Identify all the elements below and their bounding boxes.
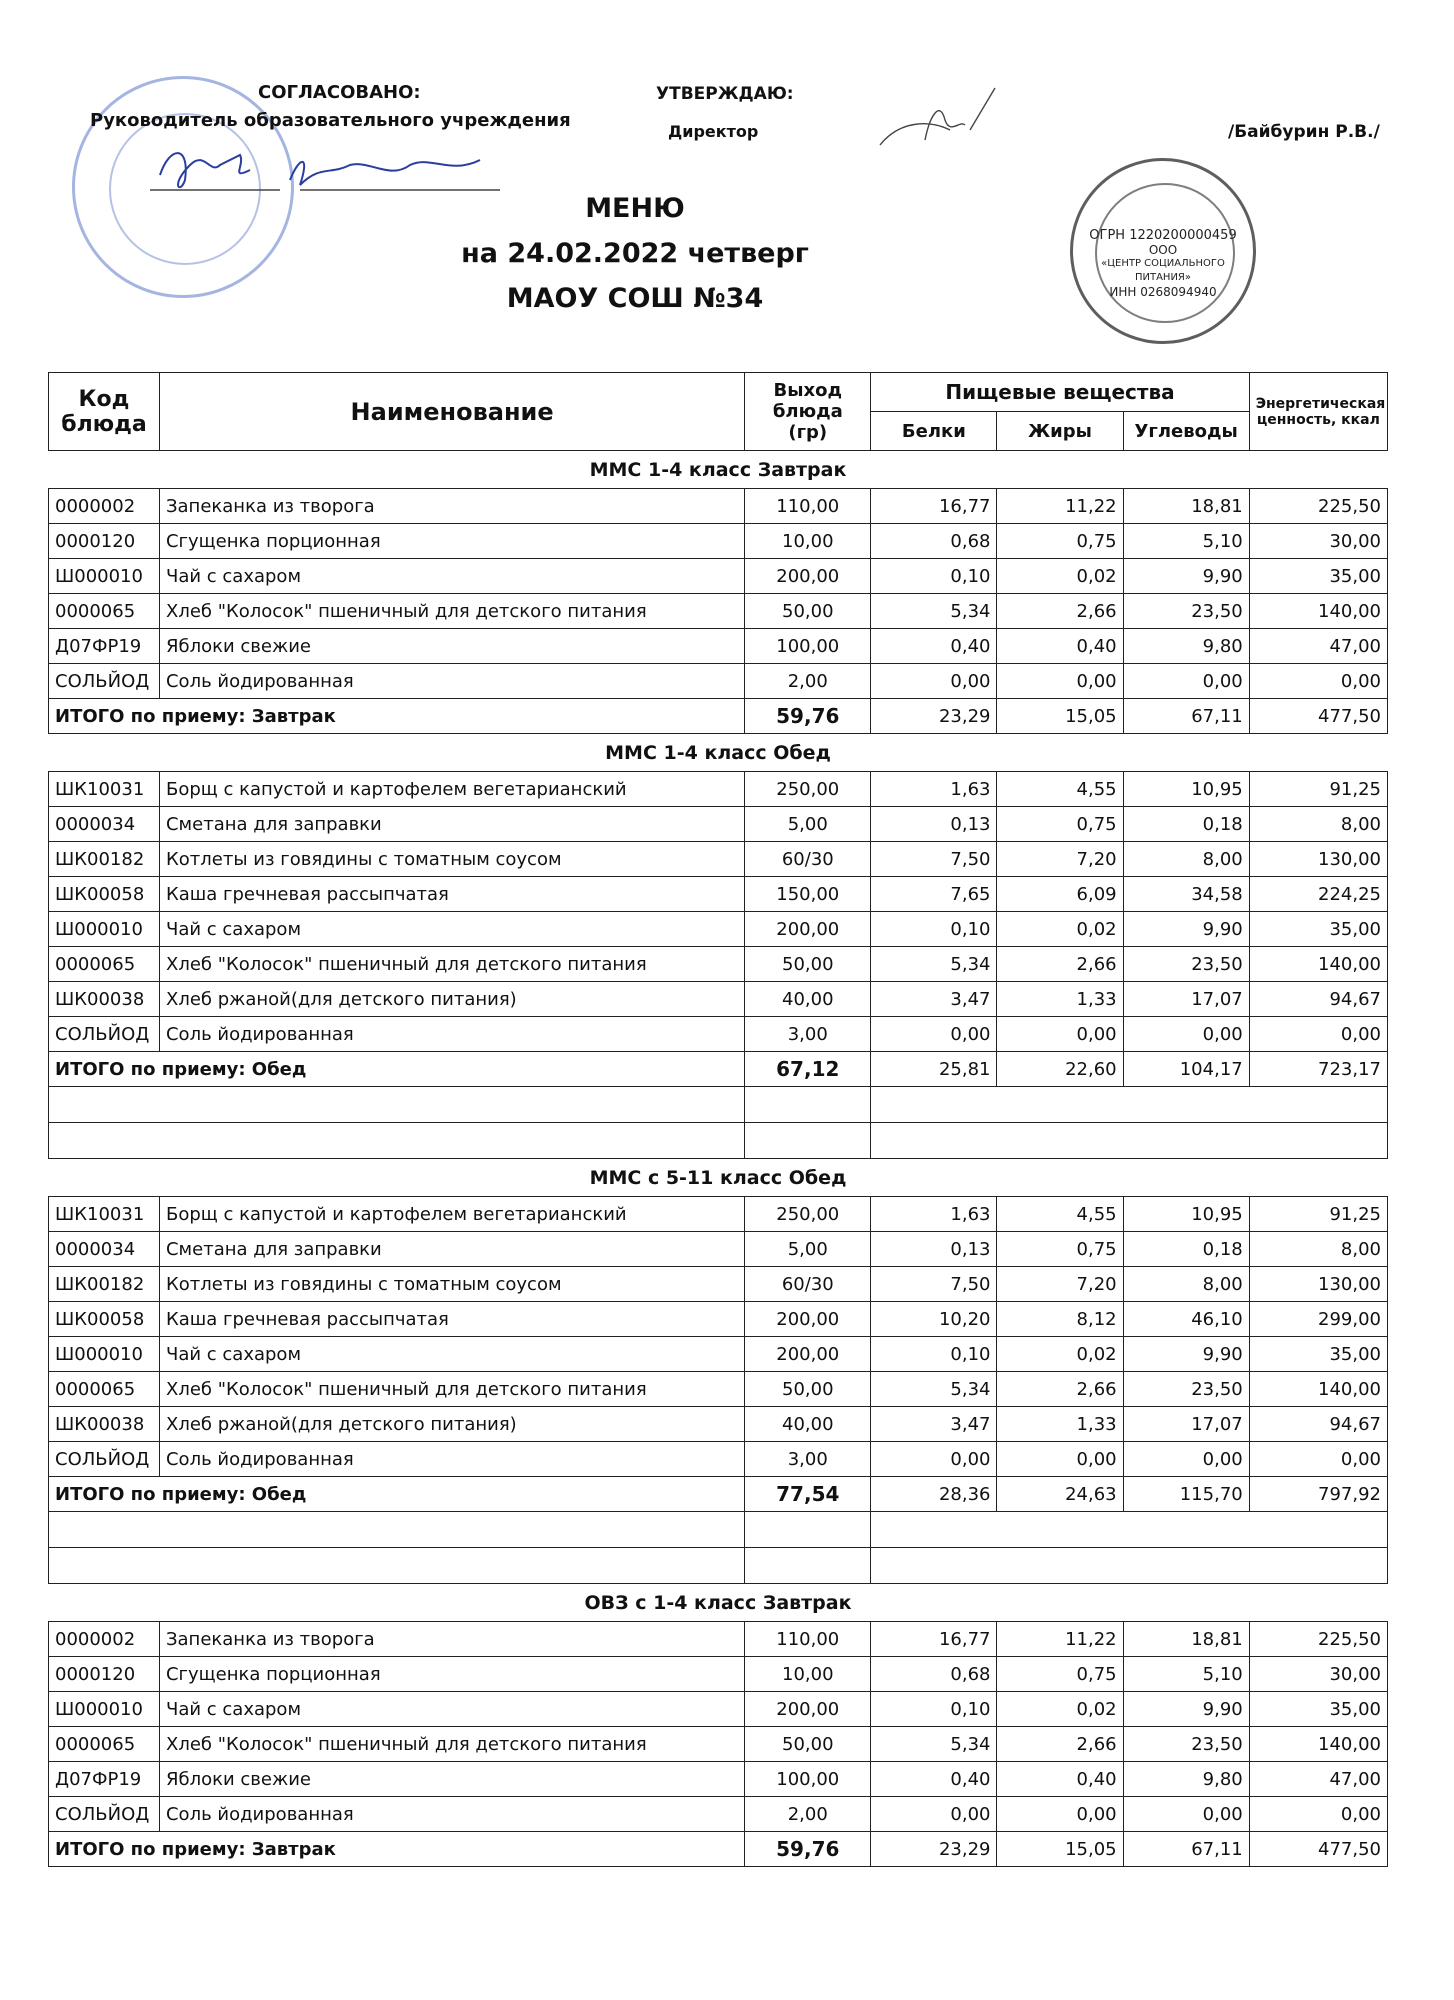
cell-protein: 5,34 bbox=[871, 1727, 997, 1762]
cell-name: Чай с сахаром bbox=[159, 912, 744, 947]
cell-code: Д07ФР19 bbox=[49, 629, 160, 664]
cell-energy: 140,00 bbox=[1249, 1372, 1387, 1407]
cell-yield: 100,00 bbox=[745, 629, 871, 664]
blank-cell bbox=[745, 1548, 871, 1584]
dish-row bbox=[49, 1442, 1388, 1477]
cell-name: Хлеб "Колосок" пшеничный для детского питания bbox=[159, 1372, 744, 1407]
dish-row bbox=[49, 1762, 1388, 1797]
cell-protein: 0,00 bbox=[871, 1442, 997, 1477]
dish-row bbox=[49, 629, 1388, 664]
cell-code: 0000002 bbox=[49, 1622, 160, 1657]
col-header-carbs: Углеводы bbox=[1123, 412, 1249, 451]
total-energy: 723,17 bbox=[1249, 1052, 1387, 1087]
cell-fat: 1,33 bbox=[997, 982, 1123, 1017]
cell-code: Ш000010 bbox=[49, 1337, 160, 1372]
approve-heading: УТВЕРЖДАЮ: bbox=[656, 84, 794, 104]
col-header-fat: Жиры bbox=[997, 412, 1123, 451]
cell-fat: 7,20 bbox=[997, 1267, 1123, 1302]
cell-carbs: 0,00 bbox=[1123, 1797, 1249, 1832]
section-heading-row bbox=[49, 1584, 1388, 1622]
total-label: ИТОГО по приему: Завтрак bbox=[49, 1832, 745, 1867]
cell-energy: 0,00 bbox=[1249, 1442, 1387, 1477]
cell-name: Яблоки свежие bbox=[159, 629, 744, 664]
blank-cell bbox=[871, 1512, 1388, 1548]
dish-row bbox=[49, 1657, 1388, 1692]
cell-code: ШК10031 bbox=[49, 1197, 160, 1232]
cell-code: СОЛЬЙОД bbox=[49, 1442, 160, 1477]
cell-energy: 140,00 bbox=[1249, 1727, 1387, 1762]
cell-code: ШК00058 bbox=[49, 877, 160, 912]
cell-yield: 40,00 bbox=[745, 982, 871, 1017]
cell-fat: 0,02 bbox=[997, 559, 1123, 594]
total-energy: 477,50 bbox=[1249, 1832, 1387, 1867]
cell-name: Борщ с капустой и картофелем вегетарианский bbox=[159, 772, 744, 807]
col-header-yield: Выход блюда (гр) bbox=[745, 373, 871, 451]
cell-fat: 2,66 bbox=[997, 594, 1123, 629]
cell-name: Запеканка из творога bbox=[159, 1622, 744, 1657]
dish-row bbox=[49, 807, 1388, 842]
cell-energy: 30,00 bbox=[1249, 1657, 1387, 1692]
stamp-inn: ИНН 0268094940 bbox=[1109, 285, 1217, 299]
total-protein: 28,36 bbox=[871, 1477, 997, 1512]
director-role: Директор bbox=[668, 122, 759, 141]
blank-cell bbox=[871, 1548, 1388, 1584]
cell-code: ШК00038 bbox=[49, 1407, 160, 1442]
dish-row bbox=[49, 912, 1388, 947]
cell-fat: 0,02 bbox=[997, 1692, 1123, 1727]
cell-protein: 0,10 bbox=[871, 1692, 997, 1727]
cell-fat: 0,00 bbox=[997, 664, 1123, 699]
cell-carbs: 17,07 bbox=[1123, 1407, 1249, 1442]
cell-energy: 8,00 bbox=[1249, 807, 1387, 842]
dish-row bbox=[49, 1302, 1388, 1337]
dish-row bbox=[49, 1692, 1388, 1727]
cell-fat: 2,66 bbox=[997, 1372, 1123, 1407]
total-yield: 67,12 bbox=[745, 1052, 871, 1087]
cell-name: Сметана для заправки bbox=[159, 1232, 744, 1267]
cell-energy: 30,00 bbox=[1249, 524, 1387, 559]
cell-protein: 3,47 bbox=[871, 1407, 997, 1442]
cell-fat: 6,09 bbox=[997, 877, 1123, 912]
cell-code: 0000120 bbox=[49, 1657, 160, 1692]
stamp-org-type: ООО bbox=[1148, 243, 1178, 257]
cell-name: Хлеб ржаной(для детского питания) bbox=[159, 982, 744, 1017]
cell-fat: 0,02 bbox=[997, 912, 1123, 947]
blank-cell bbox=[49, 1123, 745, 1159]
total-label: ИТОГО по приему: Завтрак bbox=[49, 699, 745, 734]
col-header-energy: Энергетическая ценность, ккал bbox=[1249, 373, 1387, 451]
dish-row bbox=[49, 772, 1388, 807]
cell-yield: 200,00 bbox=[745, 1302, 871, 1337]
col-header-nutrients: Пищевые вещества bbox=[871, 373, 1249, 412]
stamp-ogrn: ОГРН 1220200000459 bbox=[1089, 228, 1237, 243]
blank-cell bbox=[49, 1512, 745, 1548]
dish-row bbox=[49, 877, 1388, 912]
cell-energy: 0,00 bbox=[1249, 664, 1387, 699]
cell-yield: 2,00 bbox=[745, 664, 871, 699]
total-fat: 24,63 bbox=[997, 1477, 1123, 1512]
cell-protein: 7,65 bbox=[871, 877, 997, 912]
cell-carbs: 8,00 bbox=[1123, 1267, 1249, 1302]
total-label: ИТОГО по приему: Обед bbox=[49, 1052, 745, 1087]
cell-energy: 299,00 bbox=[1249, 1302, 1387, 1337]
cell-name: Каша гречневая рассыпчатая bbox=[159, 1302, 744, 1337]
cell-protein: 5,34 bbox=[871, 1372, 997, 1407]
cell-yield: 60/30 bbox=[745, 1267, 871, 1302]
blank-cell bbox=[871, 1123, 1388, 1159]
dish-row bbox=[49, 1197, 1388, 1232]
blank-row bbox=[49, 1548, 1388, 1584]
cell-yield: 50,00 bbox=[745, 947, 871, 982]
director-signature bbox=[870, 80, 1020, 160]
cell-fat: 2,66 bbox=[997, 1727, 1123, 1762]
cell-yield: 10,00 bbox=[745, 524, 871, 559]
total-fat: 15,05 bbox=[997, 699, 1123, 734]
cell-yield: 2,00 bbox=[745, 1797, 871, 1832]
blank-cell bbox=[49, 1548, 745, 1584]
cell-fat: 0,00 bbox=[997, 1797, 1123, 1832]
cell-energy: 225,50 bbox=[1249, 1622, 1387, 1657]
cell-yield: 110,00 bbox=[745, 1622, 871, 1657]
cell-carbs: 10,95 bbox=[1123, 1197, 1249, 1232]
blank-cell bbox=[745, 1123, 871, 1159]
cell-code: Ш000010 bbox=[49, 1692, 160, 1727]
col-header-code: Код блюда bbox=[49, 373, 160, 451]
cell-yield: 50,00 bbox=[745, 1372, 871, 1407]
cell-yield: 50,00 bbox=[745, 1727, 871, 1762]
total-row bbox=[49, 699, 1388, 734]
cell-protein: 1,63 bbox=[871, 772, 997, 807]
cell-yield: 150,00 bbox=[745, 877, 871, 912]
cell-carbs: 9,90 bbox=[1123, 912, 1249, 947]
cell-fat: 0,75 bbox=[997, 1657, 1123, 1692]
cell-energy: 8,00 bbox=[1249, 1232, 1387, 1267]
agreed-subtitle: Руководитель образовательного учреждения bbox=[90, 110, 571, 131]
cell-protein: 1,63 bbox=[871, 1197, 997, 1232]
cell-protein: 0,68 bbox=[871, 524, 997, 559]
cell-code: 0000065 bbox=[49, 594, 160, 629]
cell-yield: 250,00 bbox=[745, 1197, 871, 1232]
cell-carbs: 23,50 bbox=[1123, 947, 1249, 982]
cell-fat: 11,22 bbox=[997, 1622, 1123, 1657]
dish-row bbox=[49, 1797, 1388, 1832]
dish-row bbox=[49, 664, 1388, 699]
cell-carbs: 23,50 bbox=[1123, 1372, 1249, 1407]
cell-energy: 130,00 bbox=[1249, 842, 1387, 877]
cell-fat: 0,75 bbox=[997, 524, 1123, 559]
cell-code: ШК00182 bbox=[49, 1267, 160, 1302]
dish-row bbox=[49, 559, 1388, 594]
cell-yield: 250,00 bbox=[745, 772, 871, 807]
total-label: ИТОГО по приему: Обед bbox=[49, 1477, 745, 1512]
cell-name: Хлеб "Колосок" пшеничный для детского питания bbox=[159, 594, 744, 629]
cell-energy: 35,00 bbox=[1249, 559, 1387, 594]
cell-code: 0000034 bbox=[49, 1232, 160, 1267]
dish-row bbox=[49, 947, 1388, 982]
cell-carbs: 46,10 bbox=[1123, 1302, 1249, 1337]
cell-name: Каша гречневая рассыпчатая bbox=[159, 877, 744, 912]
cell-energy: 0,00 bbox=[1249, 1017, 1387, 1052]
total-row bbox=[49, 1477, 1388, 1512]
cell-code: 0000065 bbox=[49, 1727, 160, 1762]
col-header-protein: Белки bbox=[871, 412, 997, 451]
cell-name: Борщ с капустой и картофелем вегетарианский bbox=[159, 1197, 744, 1232]
dish-row bbox=[49, 524, 1388, 559]
cell-name: Котлеты из говядины с томатным соусом bbox=[159, 842, 744, 877]
agreed-heading: СОГЛАСОВАНО: bbox=[258, 82, 421, 103]
cell-code: СОЛЬЙОД bbox=[49, 1017, 160, 1052]
total-protein: 23,29 bbox=[871, 1832, 997, 1867]
cell-energy: 91,25 bbox=[1249, 772, 1387, 807]
cell-protein: 0,13 bbox=[871, 1232, 997, 1267]
cell-protein: 0,10 bbox=[871, 912, 997, 947]
cell-energy: 47,00 bbox=[1249, 629, 1387, 664]
section-title: ММС 1-4 класс Завтрак bbox=[589, 458, 847, 481]
cell-fat: 1,33 bbox=[997, 1407, 1123, 1442]
cell-name: Соль йодированная bbox=[159, 1797, 744, 1832]
section-heading-row bbox=[49, 734, 1388, 772]
cell-yield: 200,00 bbox=[745, 559, 871, 594]
cell-carbs: 17,07 bbox=[1123, 982, 1249, 1017]
blank-cell bbox=[871, 1087, 1388, 1123]
cell-carbs: 5,10 bbox=[1123, 524, 1249, 559]
cell-carbs: 9,90 bbox=[1123, 559, 1249, 594]
total-carbs: 115,70 bbox=[1123, 1477, 1249, 1512]
cell-protein: 3,47 bbox=[871, 982, 997, 1017]
section-heading-row bbox=[49, 1159, 1388, 1197]
total-protein: 23,29 bbox=[871, 699, 997, 734]
cell-name: Соль йодированная bbox=[159, 1017, 744, 1052]
dish-row bbox=[49, 982, 1388, 1017]
cell-code: Д07ФР19 bbox=[49, 1762, 160, 1797]
school-name: МАОУ СОШ №34 bbox=[506, 283, 764, 314]
cell-code: 0000065 bbox=[49, 1372, 160, 1407]
total-fat: 15,05 bbox=[997, 1832, 1123, 1867]
blank-row bbox=[49, 1123, 1388, 1159]
dish-row bbox=[49, 489, 1388, 524]
cell-code: ШК00058 bbox=[49, 1302, 160, 1337]
menu-table bbox=[48, 372, 1388, 1867]
dish-row bbox=[49, 1727, 1388, 1762]
cell-fat: 11,22 bbox=[997, 489, 1123, 524]
cell-protein: 0,00 bbox=[871, 1797, 997, 1832]
cell-fat: 8,12 bbox=[997, 1302, 1123, 1337]
cell-energy: 35,00 bbox=[1249, 1337, 1387, 1372]
cell-fat: 4,55 bbox=[997, 1197, 1123, 1232]
cell-code: 0000034 bbox=[49, 807, 160, 842]
cell-name: Сгущенка порционная bbox=[159, 524, 744, 559]
cell-name: Хлеб ржаной(для детского питания) bbox=[159, 1407, 744, 1442]
dish-row bbox=[49, 594, 1388, 629]
cell-fat: 0,40 bbox=[997, 629, 1123, 664]
cell-name: Яблоки свежие bbox=[159, 1762, 744, 1797]
cell-carbs: 0,00 bbox=[1123, 1017, 1249, 1052]
dish-row bbox=[49, 842, 1388, 877]
cell-yield: 5,00 bbox=[745, 1232, 871, 1267]
cell-energy: 0,00 bbox=[1249, 1797, 1387, 1832]
stamp-org-name: «ЦЕНТР СОЦИАЛЬНОГО ПИТАНИЯ» bbox=[1101, 258, 1225, 283]
cell-code: СОЛЬЙОД bbox=[49, 664, 160, 699]
total-carbs: 67,11 bbox=[1123, 699, 1249, 734]
cell-name: Соль йодированная bbox=[159, 664, 744, 699]
cell-protein: 7,50 bbox=[871, 842, 997, 877]
cell-fat: 4,55 bbox=[997, 772, 1123, 807]
cell-yield: 100,00 bbox=[745, 1762, 871, 1797]
cell-yield: 40,00 bbox=[745, 1407, 871, 1442]
blank-cell bbox=[745, 1512, 871, 1548]
director-name: /Байбурин Р.В./ bbox=[1228, 122, 1380, 142]
cell-code: ШК00038 bbox=[49, 982, 160, 1017]
cell-yield: 60/30 bbox=[745, 842, 871, 877]
cell-protein: 0,13 bbox=[871, 807, 997, 842]
dish-row bbox=[49, 1372, 1388, 1407]
cell-name: Запеканка из творога bbox=[159, 489, 744, 524]
cell-carbs: 0,18 bbox=[1123, 807, 1249, 842]
dish-row bbox=[49, 1267, 1388, 1302]
cell-protein: 0,00 bbox=[871, 1017, 997, 1052]
cell-energy: 94,67 bbox=[1249, 982, 1387, 1017]
cell-code: 0000065 bbox=[49, 947, 160, 982]
cell-protein: 0,10 bbox=[871, 559, 997, 594]
cell-energy: 140,00 bbox=[1249, 947, 1387, 982]
cell-carbs: 0,18 bbox=[1123, 1232, 1249, 1267]
cell-carbs: 8,00 bbox=[1123, 842, 1249, 877]
cell-carbs: 18,81 bbox=[1123, 489, 1249, 524]
cell-carbs: 0,00 bbox=[1123, 1442, 1249, 1477]
cell-protein: 0,40 bbox=[871, 629, 997, 664]
total-yield: 77,54 bbox=[745, 1477, 871, 1512]
cell-carbs: 9,80 bbox=[1123, 1762, 1249, 1797]
cell-carbs: 23,50 bbox=[1123, 1727, 1249, 1762]
cell-name: Хлеб "Колосок" пшеничный для детского питания bbox=[159, 947, 744, 982]
cell-yield: 3,00 bbox=[745, 1442, 871, 1477]
dish-row bbox=[49, 1017, 1388, 1052]
cell-name: Хлеб "Колосок" пшеничный для детского питания bbox=[159, 1727, 744, 1762]
cell-fat: 7,20 bbox=[997, 842, 1123, 877]
cell-energy: 47,00 bbox=[1249, 1762, 1387, 1797]
cell-carbs: 9,80 bbox=[1123, 629, 1249, 664]
cell-energy: 91,25 bbox=[1249, 1197, 1387, 1232]
cell-protein: 0,10 bbox=[871, 1337, 997, 1372]
blank-cell bbox=[49, 1087, 745, 1123]
total-energy: 797,92 bbox=[1249, 1477, 1387, 1512]
cell-fat: 0,02 bbox=[997, 1337, 1123, 1372]
cell-code: 0000120 bbox=[49, 524, 160, 559]
cell-yield: 110,00 bbox=[745, 489, 871, 524]
cell-yield: 10,00 bbox=[745, 1657, 871, 1692]
cell-name: Соль йодированная bbox=[159, 1442, 744, 1477]
cell-carbs: 23,50 bbox=[1123, 594, 1249, 629]
cell-energy: 35,00 bbox=[1249, 1692, 1387, 1727]
cell-name: Сметана для заправки bbox=[159, 807, 744, 842]
cell-energy: 130,00 bbox=[1249, 1267, 1387, 1302]
cell-code: ШК00182 bbox=[49, 842, 160, 877]
cell-name: Чай с сахаром bbox=[159, 1692, 744, 1727]
cell-fat: 0,00 bbox=[997, 1442, 1123, 1477]
blank-cell bbox=[745, 1087, 871, 1123]
cell-energy: 35,00 bbox=[1249, 912, 1387, 947]
total-yield: 59,76 bbox=[745, 1832, 871, 1867]
blank-row bbox=[49, 1512, 1388, 1548]
section-title: ММС 1-4 класс Обед bbox=[605, 741, 831, 764]
cell-carbs: 5,10 bbox=[1123, 1657, 1249, 1692]
cell-code: Ш000010 bbox=[49, 559, 160, 594]
cell-carbs: 0,00 bbox=[1123, 664, 1249, 699]
total-fat: 22,60 bbox=[997, 1052, 1123, 1087]
cell-energy: 224,25 bbox=[1249, 877, 1387, 912]
cell-yield: 50,00 bbox=[745, 594, 871, 629]
total-energy: 477,50 bbox=[1249, 699, 1387, 734]
col-header-name: Наименование bbox=[159, 373, 744, 451]
cell-code: Ш000010 bbox=[49, 912, 160, 947]
cell-yield: 200,00 bbox=[745, 1337, 871, 1372]
section-heading-row bbox=[49, 451, 1388, 489]
cell-protein: 16,77 bbox=[871, 489, 997, 524]
cell-carbs: 10,95 bbox=[1123, 772, 1249, 807]
dish-row bbox=[49, 1232, 1388, 1267]
total-row bbox=[49, 1052, 1388, 1087]
cell-yield: 200,00 bbox=[745, 1692, 871, 1727]
dish-row bbox=[49, 1622, 1388, 1657]
cell-name: Чай с сахаром bbox=[159, 1337, 744, 1372]
cell-name: Чай с сахаром bbox=[159, 559, 744, 594]
cell-energy: 94,67 bbox=[1249, 1407, 1387, 1442]
cell-fat: 0,40 bbox=[997, 1762, 1123, 1797]
total-carbs: 67,11 bbox=[1123, 1832, 1249, 1867]
total-carbs: 104,17 bbox=[1123, 1052, 1249, 1087]
cell-protein: 0,00 bbox=[871, 664, 997, 699]
cell-protein: 16,77 bbox=[871, 1622, 997, 1657]
cell-carbs: 18,81 bbox=[1123, 1622, 1249, 1657]
cell-energy: 225,50 bbox=[1249, 489, 1387, 524]
total-row bbox=[49, 1832, 1388, 1867]
cell-protein: 5,34 bbox=[871, 594, 997, 629]
cell-protein: 10,20 bbox=[871, 1302, 997, 1337]
cell-protein: 5,34 bbox=[871, 947, 997, 982]
cell-fat: 0,75 bbox=[997, 1232, 1123, 1267]
cell-protein: 0,40 bbox=[871, 1762, 997, 1797]
cell-yield: 200,00 bbox=[745, 912, 871, 947]
cell-fat: 0,75 bbox=[997, 807, 1123, 842]
cell-name: Котлеты из говядины с томатным соусом bbox=[159, 1267, 744, 1302]
cell-fat: 0,00 bbox=[997, 1017, 1123, 1052]
section-title: ОВЗ с 1-4 класс Завтрак bbox=[584, 1591, 852, 1614]
cell-code: ШК10031 bbox=[49, 772, 160, 807]
cell-code: 0000002 bbox=[49, 489, 160, 524]
menu-date: на 24.02.2022 четверг bbox=[461, 238, 809, 269]
blank-row bbox=[49, 1087, 1388, 1123]
cell-carbs: 9,90 bbox=[1123, 1337, 1249, 1372]
total-yield: 59,76 bbox=[745, 699, 871, 734]
cell-yield: 3,00 bbox=[745, 1017, 871, 1052]
cell-code: СОЛЬЙОД bbox=[49, 1797, 160, 1832]
cell-carbs: 9,90 bbox=[1123, 1692, 1249, 1727]
cell-name: Сгущенка порционная bbox=[159, 1657, 744, 1692]
total-protein: 25,81 bbox=[871, 1052, 997, 1087]
cell-yield: 5,00 bbox=[745, 807, 871, 842]
section-title: ММС с 5-11 класс Обед bbox=[589, 1166, 847, 1189]
cell-protein: 7,50 bbox=[871, 1267, 997, 1302]
document-title: МЕНЮ bbox=[585, 193, 685, 224]
dish-row bbox=[49, 1337, 1388, 1372]
cell-fat: 2,66 bbox=[997, 947, 1123, 982]
dish-row bbox=[49, 1407, 1388, 1442]
cell-energy: 140,00 bbox=[1249, 594, 1387, 629]
cell-protein: 0,68 bbox=[871, 1657, 997, 1692]
cell-carbs: 34,58 bbox=[1123, 877, 1249, 912]
